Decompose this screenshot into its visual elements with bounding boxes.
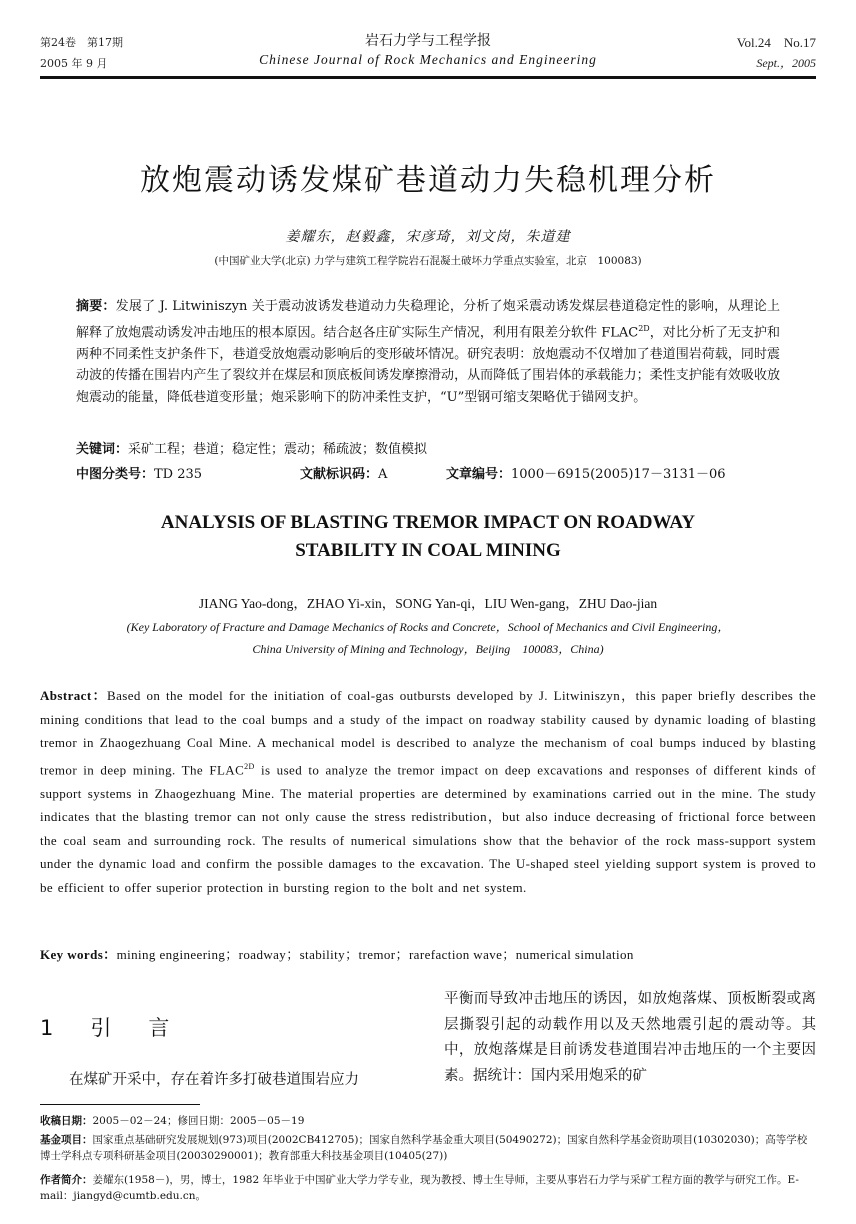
header-rule xyxy=(40,76,816,79)
author-text: 姜耀东(1958－)，男，博士，1982 年毕业于中国矿业大学力学专业，现为教授、博士生导师，主要从事岩石力学与采矿工程方面的教学与研究工作。E-mail：jiangyd@cumtb.edu.cn。 xyxy=(40,1174,799,1202)
title-en xyxy=(0,509,856,565)
clc-code xyxy=(76,463,202,482)
keywords-en xyxy=(40,944,816,963)
abstract-cn-label: 摘要： xyxy=(76,299,116,314)
keywords-cn xyxy=(76,439,780,461)
header-journal-en: Chinese Journal of Rock Mechanics and Engineering xyxy=(259,52,597,67)
fund-label: 基金项目： xyxy=(40,1134,93,1146)
article-number xyxy=(446,463,726,482)
abstract-cn xyxy=(76,296,780,408)
abstract-en xyxy=(40,684,816,900)
header-volume-cn: 第24卷 第17期 xyxy=(40,36,123,49)
article-label: 文章编号： xyxy=(446,467,512,482)
title-en-line1: ANALYSIS OF BLASTING TREMOR IMPACT ON ROADWAY xyxy=(160,512,696,533)
meta-row xyxy=(76,463,780,483)
section-heading: 1 引 言 xyxy=(40,1016,178,1040)
authors-cn: 姜耀东，赵毅鑫，宋彦琦，刘文岗，朱道建 xyxy=(285,229,571,245)
received-label: 收稿日期： xyxy=(40,1115,93,1127)
section-left-paragraph: 在煤矿开采中，存在着许多打破巷道围岩应力 xyxy=(69,1072,359,1088)
abstract-cn-text-b: ，对比分析了无支护和两种不同柔性支护条件下，巷道受放炮震动影响后的变形破坏情况。研究表明：放炮震动不仅增加了巷道围岩荷载，同时震动波的传播在围岩内产生了裂纹并在煤层和顶底板间诱发摩擦滑动，从而降低了围岩体的承载能力；柔性支护能有效吸收放炮震动的能量，降低巷道变形量；炮采影响下的防冲柔性支护，“U”型钢可缩支架略优于锚网支护。 xyxy=(76,324,780,405)
received-text: 2005－02－24；修回日期：2005－05－19 xyxy=(92,1115,305,1127)
author-label: 作者简介： xyxy=(40,1174,93,1186)
title-en-line2: STABILITY IN COAL MINING xyxy=(295,540,561,561)
clc-value: TD 235 xyxy=(154,467,203,482)
header-date-en: Sept.，2005 xyxy=(756,56,816,70)
footnote-rule xyxy=(40,1104,200,1105)
authors-en: JIANG Yao-dong，ZHAO Yi-xin，SONG Yan-qi，LIU Wen-gang，ZHU Dao-jian xyxy=(198,596,658,611)
header-journal-cn: 岩石力学与工程学报 xyxy=(365,33,491,49)
header-date-cn: 2005 年 9 月 xyxy=(40,57,108,70)
doc-code xyxy=(300,463,387,482)
section-right-paragraph: 平衡而导致冲击地压的诱因，如放炮落煤、顶板断裂或离层撕裂引起的动载作用以及天然地震引起的震动等。其中，放炮落煤是目前诱发巷道围岩冲击地压的一个主要因素。据统计：国内采用炮采的矿 xyxy=(444,991,816,1084)
affiliation-en-line1: (Key Laboratory of Fracture and Damage Mechanics of Rocks and Concrete，School of Mechanics and Civil Engineering， xyxy=(126,620,730,634)
affiliation-en xyxy=(0,616,856,660)
keywords-en-text: mining engineering；roadway；stability；tremor；rarefaction wave；numerical simulation xyxy=(116,947,634,962)
clc-label: 中图分类号： xyxy=(76,467,155,482)
keywords-cn-text: 采矿工程；巷道；稳定性；震动；稀疏波；数值模拟 xyxy=(128,442,428,457)
header-volume-en: Vol.24 No.17 xyxy=(736,35,816,50)
affiliation-en-line2: China University of Mining and Technology，Beijing 100083，China) xyxy=(252,642,604,656)
article-value: 1000－6915(2005)17－3131－06 xyxy=(511,467,726,482)
abstract-en-sup: 2D xyxy=(244,761,255,771)
keywords-en-label: Key words： xyxy=(40,947,117,962)
doc-value: A xyxy=(378,467,388,482)
fund-text: 国家重点基础研究发展规划(973)项目(2002CB412705)；国家自然科学基金重大项目(50490272)；国家自然科学基金资助项目(10302030)；高等学校博士学科点专项科研基金项目(20030290001)；教育部重大科技基金项目(10405(27)) xyxy=(40,1134,808,1162)
abstract-cn-sup: 2D xyxy=(638,323,650,333)
abstract-en-label: Abstract： xyxy=(40,688,108,703)
abstract-en-text-b: is used to analyze the tremor impact on deep excavations and responses of different kinds of support systems in Zhaogezhuang Mine. The material properties are determined by examinations carried out in the mine. The study indicates that the blasting tremor can not only cause the stress redistribution，but also induce decreasing of frictional force between the coal seam and surrounding rock. The results of numerical simulations show that the behavior of the rock mass-support system under the dynamic load and confirm the possible damages to the excavation. The U-shaped steel yielding support system is proved to be efficient to offer superior protection in bursting region to the bolt and net system. xyxy=(40,762,816,896)
footnote-received xyxy=(40,1113,816,1129)
abstract-en-text-a: Based on the model for the initiation of coal-gas outbursts developed by J. Litwiniszyn，this paper briefly describes the mining conditions that lead to the coal bumps and a study of the impact on roadway stability caused by dynamic loading of blasting tremor in Zhaogezhuang Coal Mine. A mechanical model is described to analyze the mechanism of coal bumps induced by blasting tremor in deep mining. The FLAC xyxy=(40,688,817,778)
footnote-author xyxy=(40,1172,816,1204)
doc-label: 文献标识码： xyxy=(300,467,379,482)
title-cn: 放炮震动诱发煤矿巷道动力失稳机理分析 xyxy=(140,163,716,198)
footnote-fund xyxy=(40,1132,816,1164)
keywords-cn-label: 关键词： xyxy=(76,442,129,457)
affiliation-cn: (中国矿业大学(北京) 力学与建筑工程学院岩石混凝土破坏力学重点实验室，北京 100083) xyxy=(214,255,642,267)
abstract-cn-text-a: 发展了 J. Litwiniszyn 关于震动波诱发巷道动力失稳理论，分析了炮采震动诱发煤层巷道稳定性的影响，从理论上解释了放炮震动诱发冲击地压的根本原因。结合赵各庄矿实际生产情况，利用有限差分软件 FLAC xyxy=(76,299,780,340)
